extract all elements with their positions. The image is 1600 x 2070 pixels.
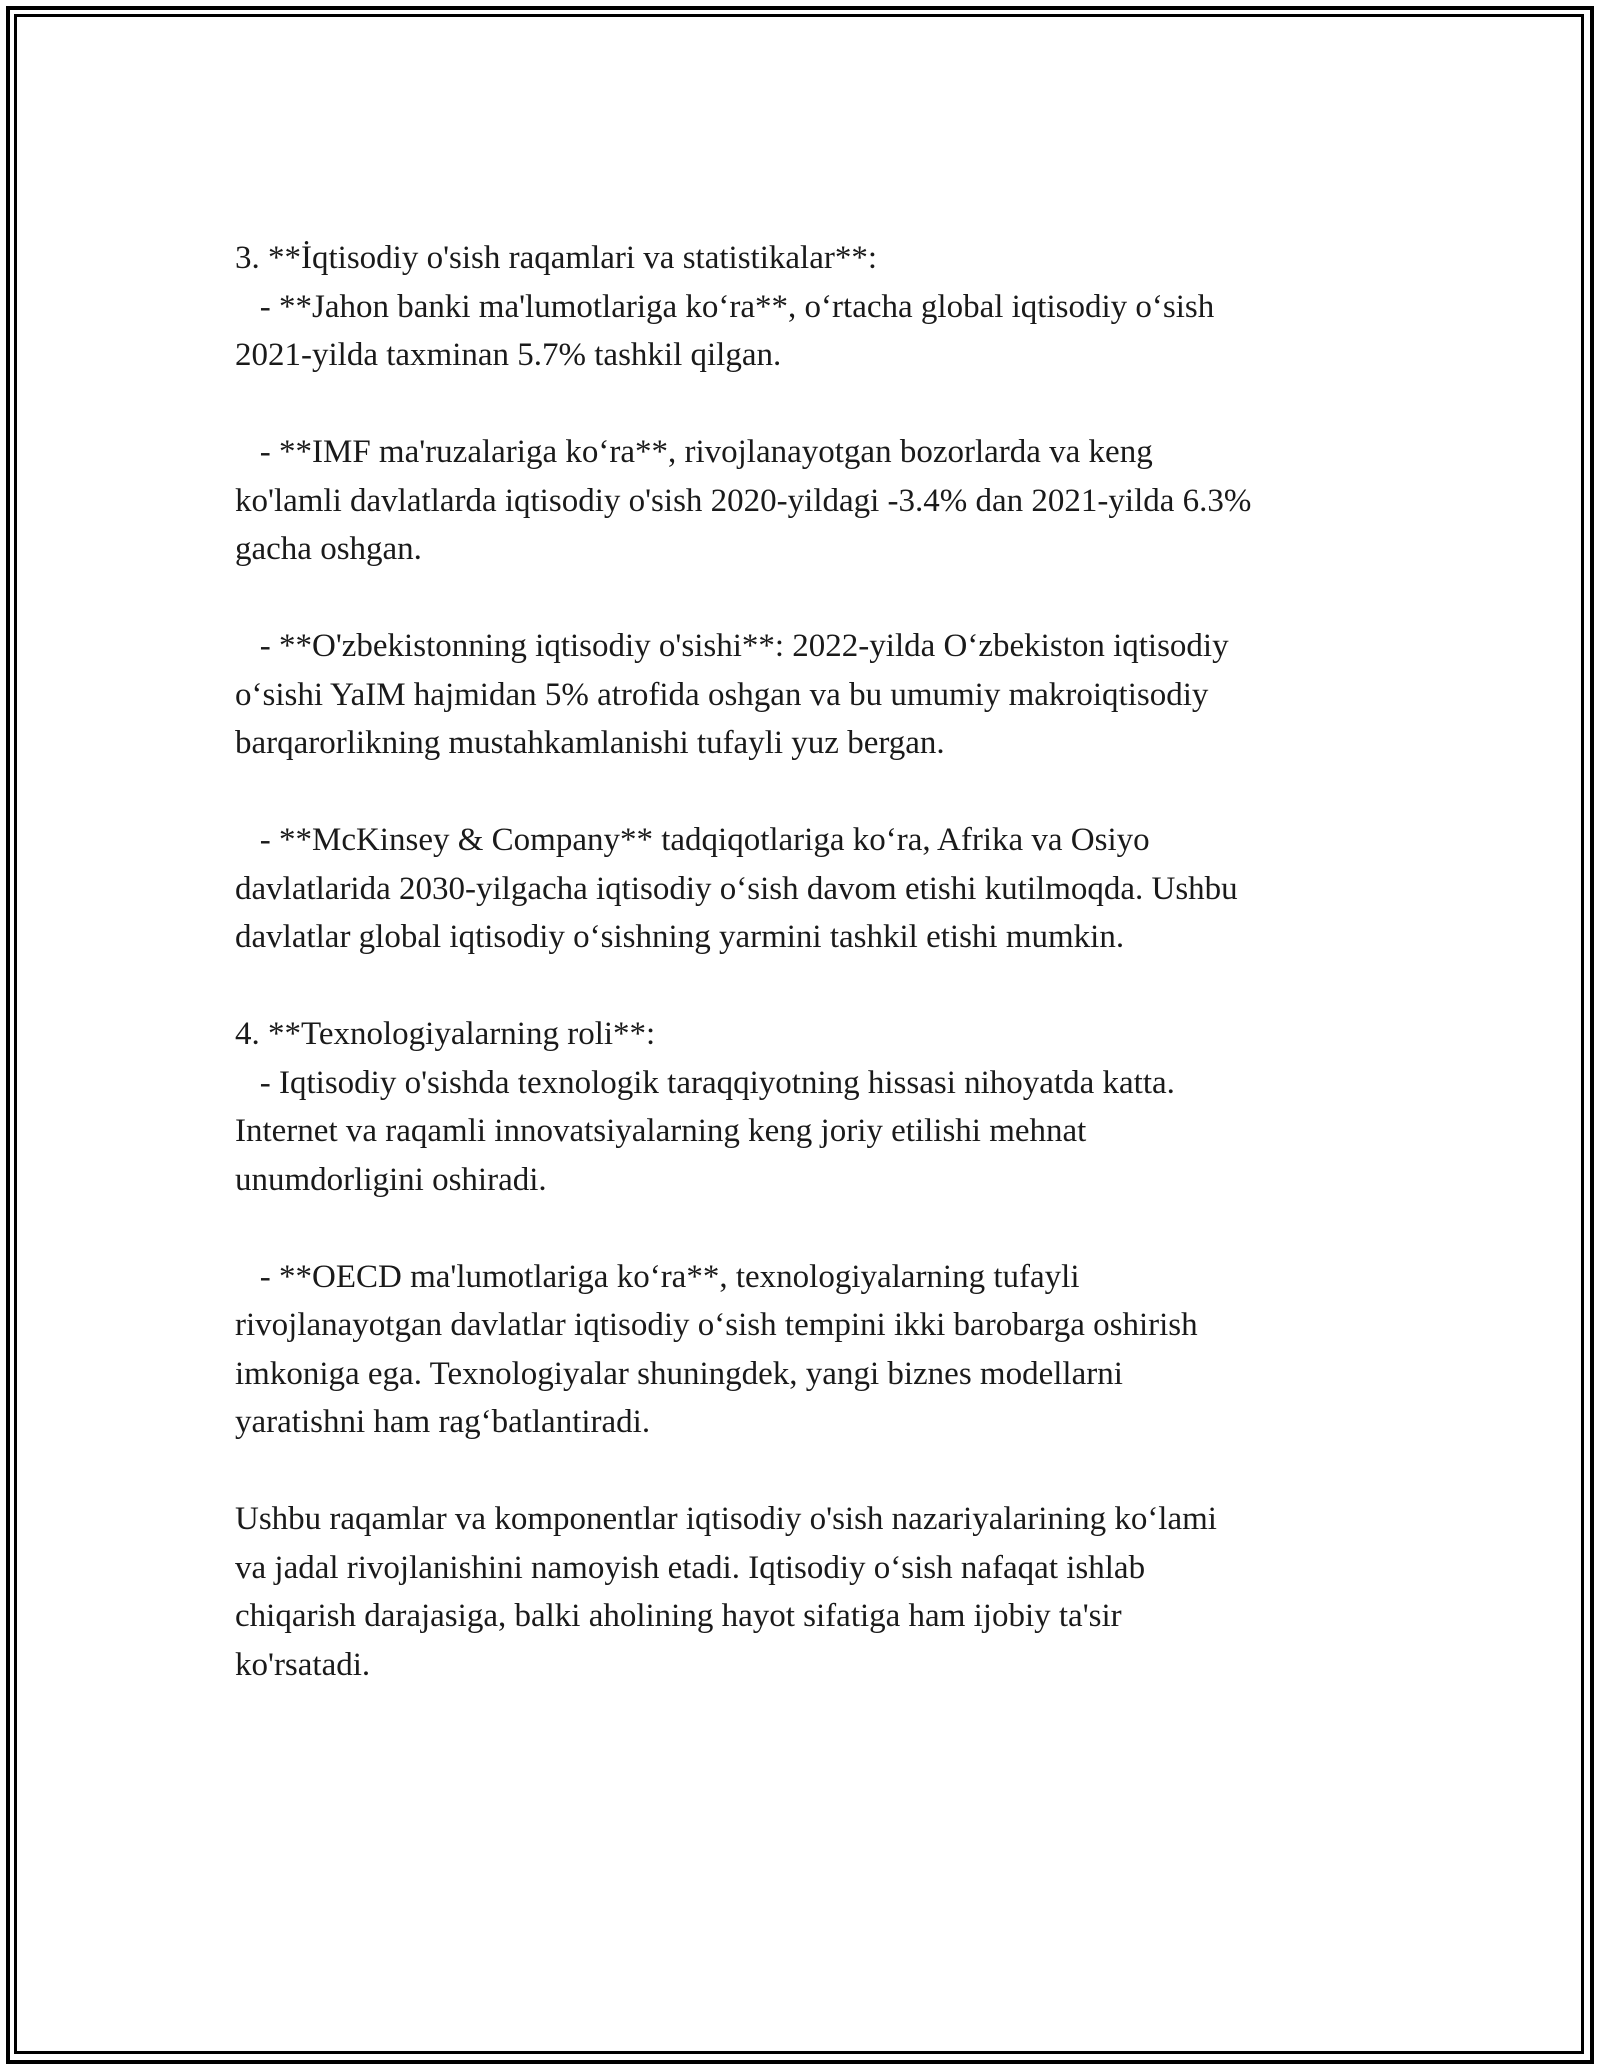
paragraph-gap [235,380,1375,429]
paragraph-imf [235,428,1375,574]
paragraph-line: unumdorligini oshiradi. [235,1161,547,1198]
paragraph-line: yaratishni ham rag‘batlantiradi. [235,1404,651,1440]
paragraph-line: barqarorlikning mustahkamlanishi tufayli yuz bergan. [235,725,945,761]
paragraph-gap [235,962,1375,1011]
paragraph-line: - Iqtisodiy o'sishda texnologik taraqqiyotning hissasi nihoyatda katta. [235,1064,1175,1101]
paragraph-gap [235,1447,1375,1496]
paragraph-conclusion [235,1495,1375,1689]
paragraph-line: imkoniga ega. Texnologiyalar shuningdek, yangi biznes modellarni [235,1355,1123,1392]
document-body [235,234,1375,1689]
paragraph-line: davlatlar global iqtisodiy o‘sishning yarmini tashkil etishi mumkin. [235,919,1125,955]
paragraph-line: - **IMF ma'ruzalariga ko‘ra**, rivojlanayotgan bozorlarda va keng [235,434,1153,470]
paragraph-line: Internet va raqamli innovatsiyalarning keng joriy etilishi mehnat [235,1113,1087,1149]
paragraph-line: o‘sishi YaIM hajmidan 5% atrofida oshgan va bu umumiy makroiqtisodiy [235,676,1209,713]
paragraph-line: - **Jahon banki ma'lumotlariga ko‘ra**, o‘rtacha global iqtisodiy o‘sish [235,288,1215,325]
paragraph-line: rivojlanayotgan davlatlar iqtisodiy o‘sish tempini ikki barobarga oshirish [235,1307,1198,1343]
paragraph-gap [235,768,1375,817]
section-4-title: 4. **Texnologiyalarning roli**: [235,1016,656,1052]
paragraph-gap [235,1204,1375,1253]
paragraph-gap [235,574,1375,623]
paragraph-line: - **McKinsey & Company** tadqiqotlariga ko‘ra, Afrika va Osiyo [235,822,1150,858]
paragraph-line: Ushbu raqamlar va komponentlar iqtisodiy o'sish nazariyalarining ko‘lami [235,1501,1217,1537]
section-3-title: 3. **İqtisodiy o'sish raqamlari va statistikalar**: [235,240,878,276]
paragraph-line: chiqarish darajasiga, balki aholining hayot sifatiga ham ijobiy ta'sir [235,1598,1122,1634]
paragraph-oecd [235,1253,1375,1447]
paragraph-line: ko'rsatadi. [235,1646,371,1683]
paragraph-line: - **O'zbekistonning iqtisodiy o'sishi**: 2022-yilda O‘zbekiston iqtisodiy [235,628,1229,664]
paragraph-mckinsey [235,816,1375,962]
section-technology [235,1010,1375,1204]
paragraph-line: davlatlarida 2030-yilgacha iqtisodiy o‘sish davom etishi kutilmoqda. Ushbu [235,870,1238,907]
paragraph-line: gacha oshgan. [235,531,422,567]
paragraph-line: 2021-yilda taxminan 5.7% tashkil qilgan. [235,337,782,373]
paragraph-line: ko'lamli davlatlarda iqtisodiy o'sish 2020-yildagi -3.4% dan 2021-yilda 6.3% [235,482,1252,519]
paragraph-uzbekistan [235,622,1375,768]
paragraph-line: va jadal rivojlanishini namoyish etadi. Iqtisodiy o‘sish nafaqat ishlab [235,1549,1146,1586]
paragraph-line: - **OECD ma'lumotlariga ko‘ra**, texnologiyalarning tufayli [235,1258,1080,1295]
section-economic-growth-heading [235,234,1375,380]
